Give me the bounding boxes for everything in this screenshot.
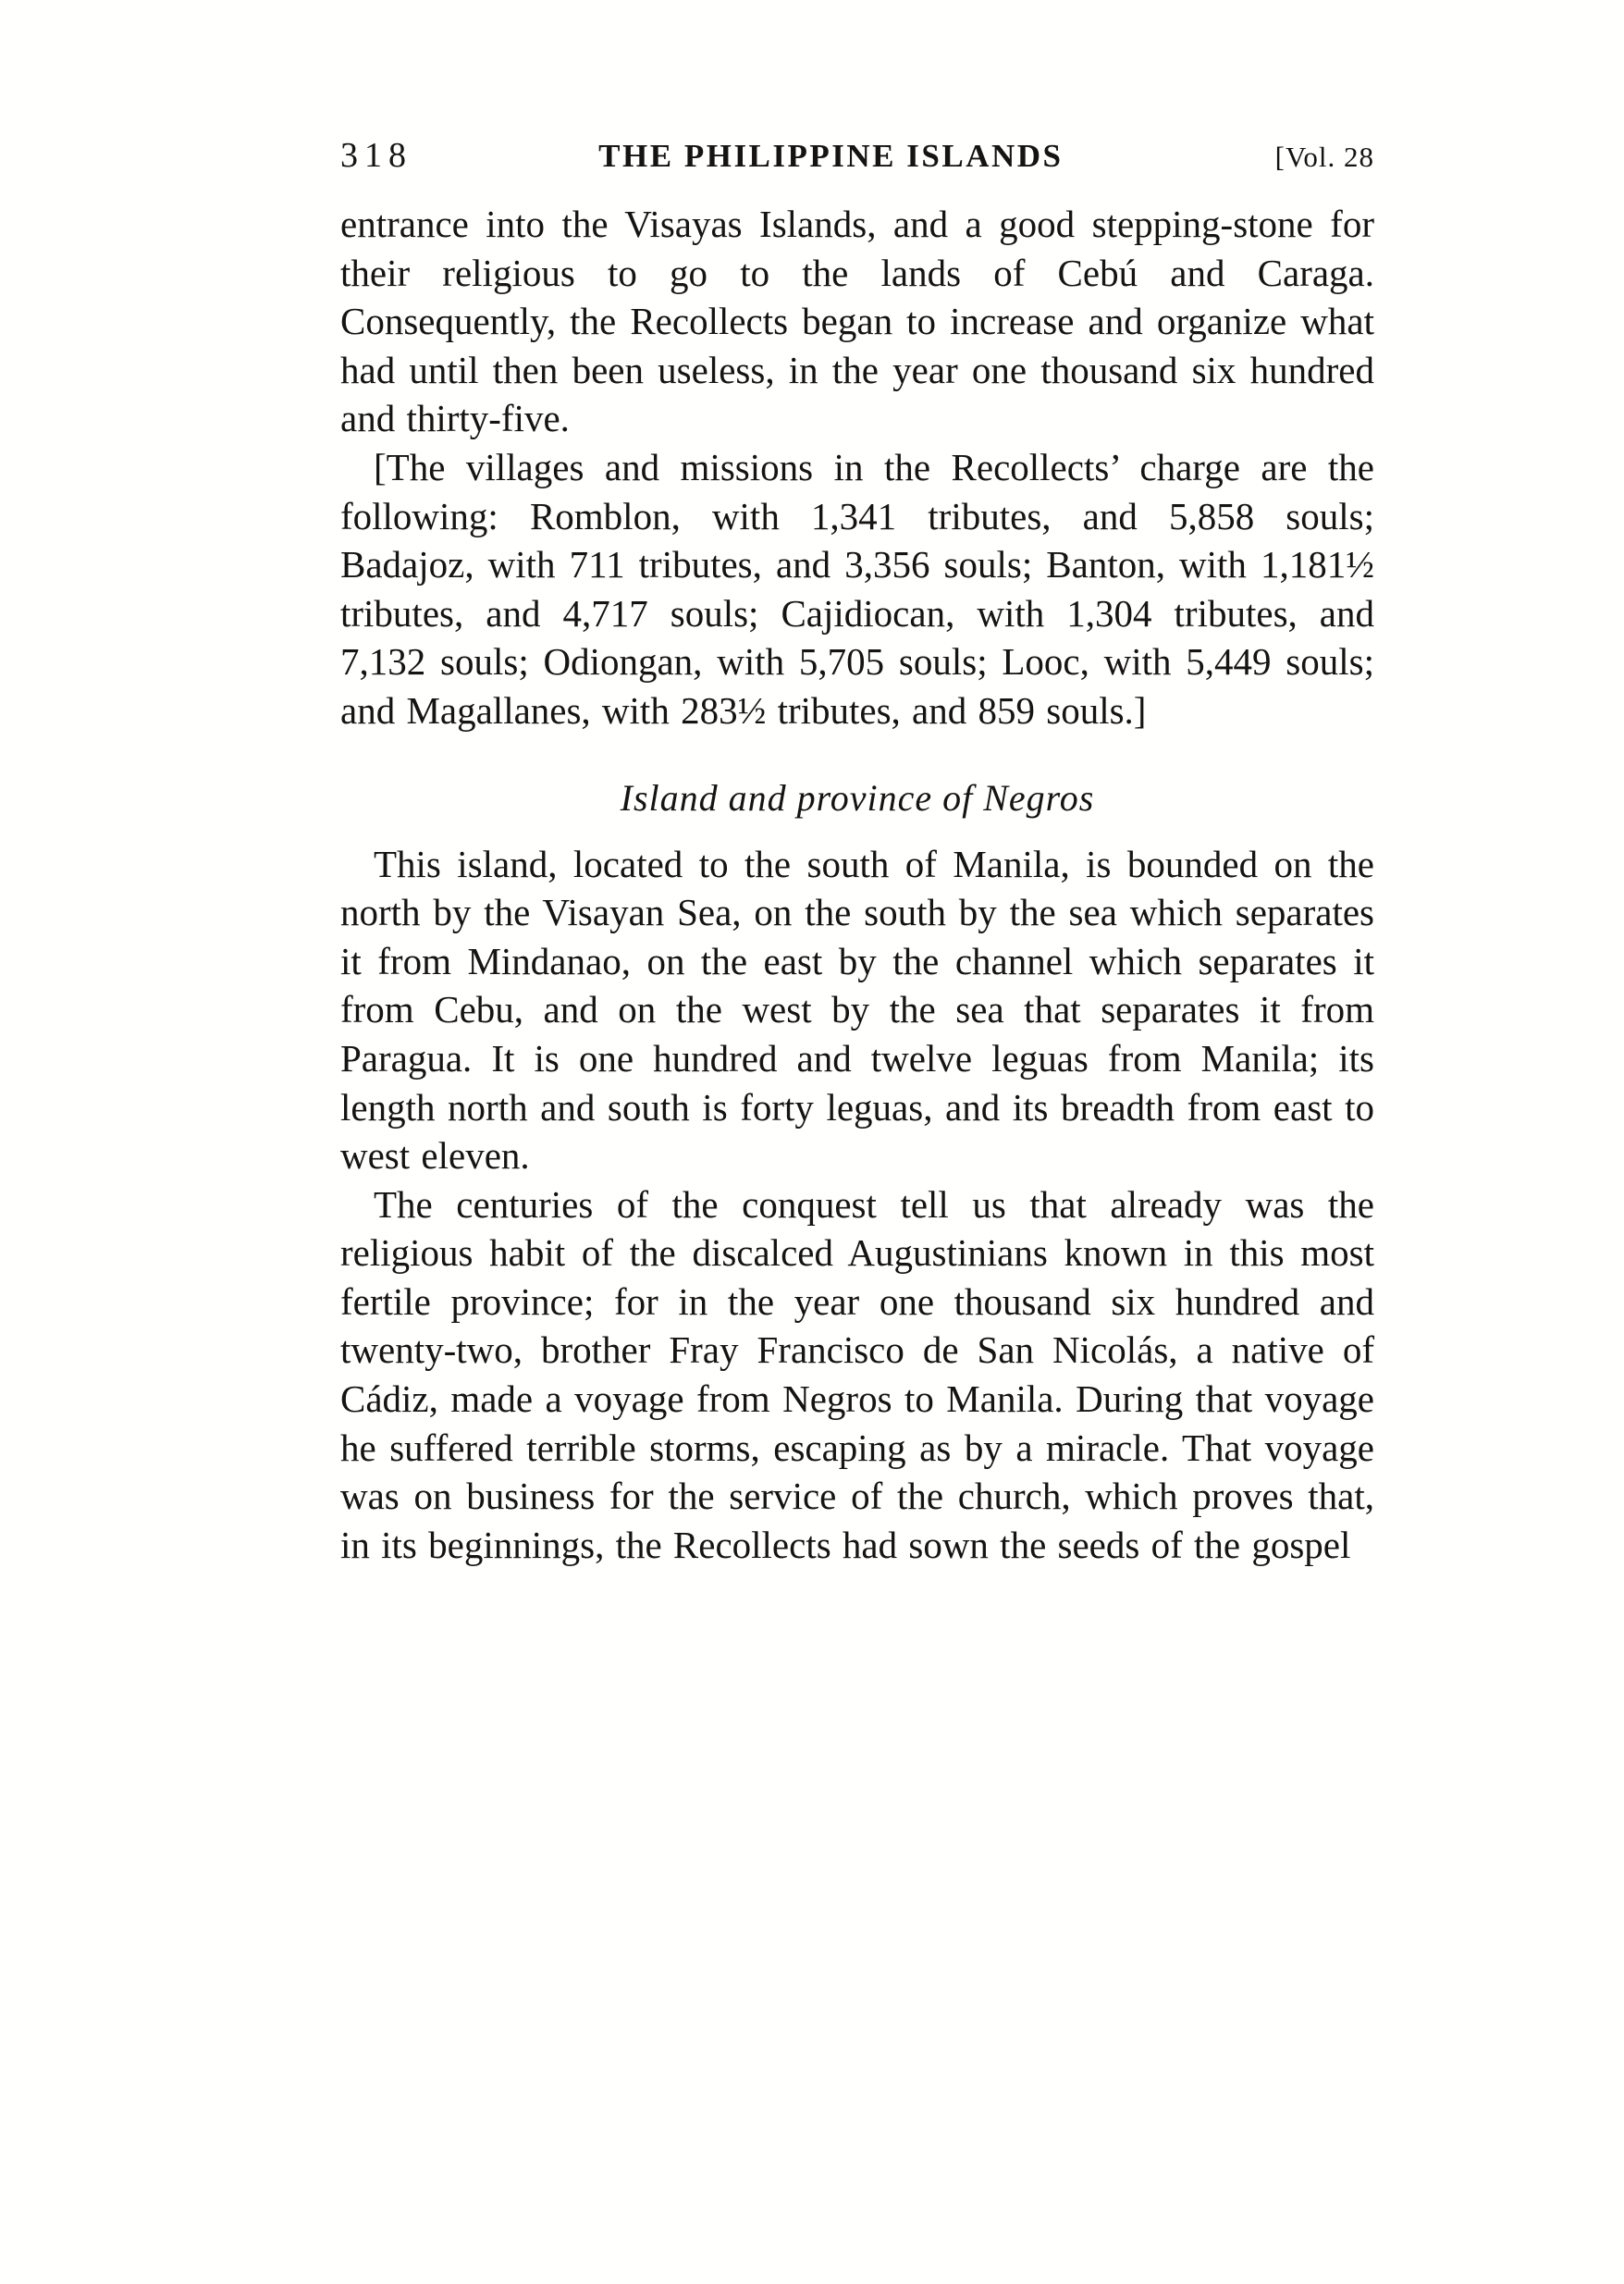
section-heading-negros: Island and province of Negros <box>620 776 1095 819</box>
volume-label: [Vol. 28 <box>1274 141 1374 173</box>
text-block <box>340 135 1374 1569</box>
running-title: THE PHILIPPINE ISLANDS <box>598 138 1064 174</box>
paragraph-negros-geography: This island, located to the south of Manila, is bounded on the north by the Visayan Sea, on the south by the sea which separates it from Mindanao, on the east by the channel which separates it from Cebu, and on the west by the sea that separates it from Paragua. It is one hundred and twelve leguas from Manila; its length north and south is forty leguas, and its breadth from east to west eleven. <box>340 842 1374 1178</box>
page-number: 318 <box>340 136 412 175</box>
paragraph-recollects-continuation: entrance into the Visayas Islands, and a good stepping-stone for their religious to go to the lands of Cebú and Caraga. Consequently, the Recollects began to increase and organize what had until then been useless, in the year one thousand six hundred and thirty-five. <box>340 203 1374 440</box>
paragraph-villages-missions: [The villages and missions in the Recollects’ charge are the following: Romblon, with 1,341 tributes, and 5,858 souls; Badajoz, with 711 tributes, and 3,356 souls; Banton, with 1,181½ tributes, and 4,717 souls; Cajidiocan, with 1,304 tributes, and 7,132 souls; Odiongan, with 5,705 souls; Looc, with 5,449 souls; and Magallanes, with 283½ tributes, and 859 souls.] <box>340 445 1374 732</box>
paragraph-conquest-history: The centuries of the conquest tell us that already was the religious habit of the discalced Augustinians known in this most fertile province; for in the year one thousand six hundred and twenty-two, brother Fray Francisco de San Nicolás, a native of Cádiz, made a voyage from Negros to Manila. During that voyage he suffered terrible storms, escaping as by a miracle. That voyage was on business for the service of the church, which proves that, in its beginnings, the Recollects had sown the seeds of the gospel <box>340 1182 1374 1566</box>
page-body <box>340 200 1374 1569</box>
page-header <box>340 135 1374 176</box>
